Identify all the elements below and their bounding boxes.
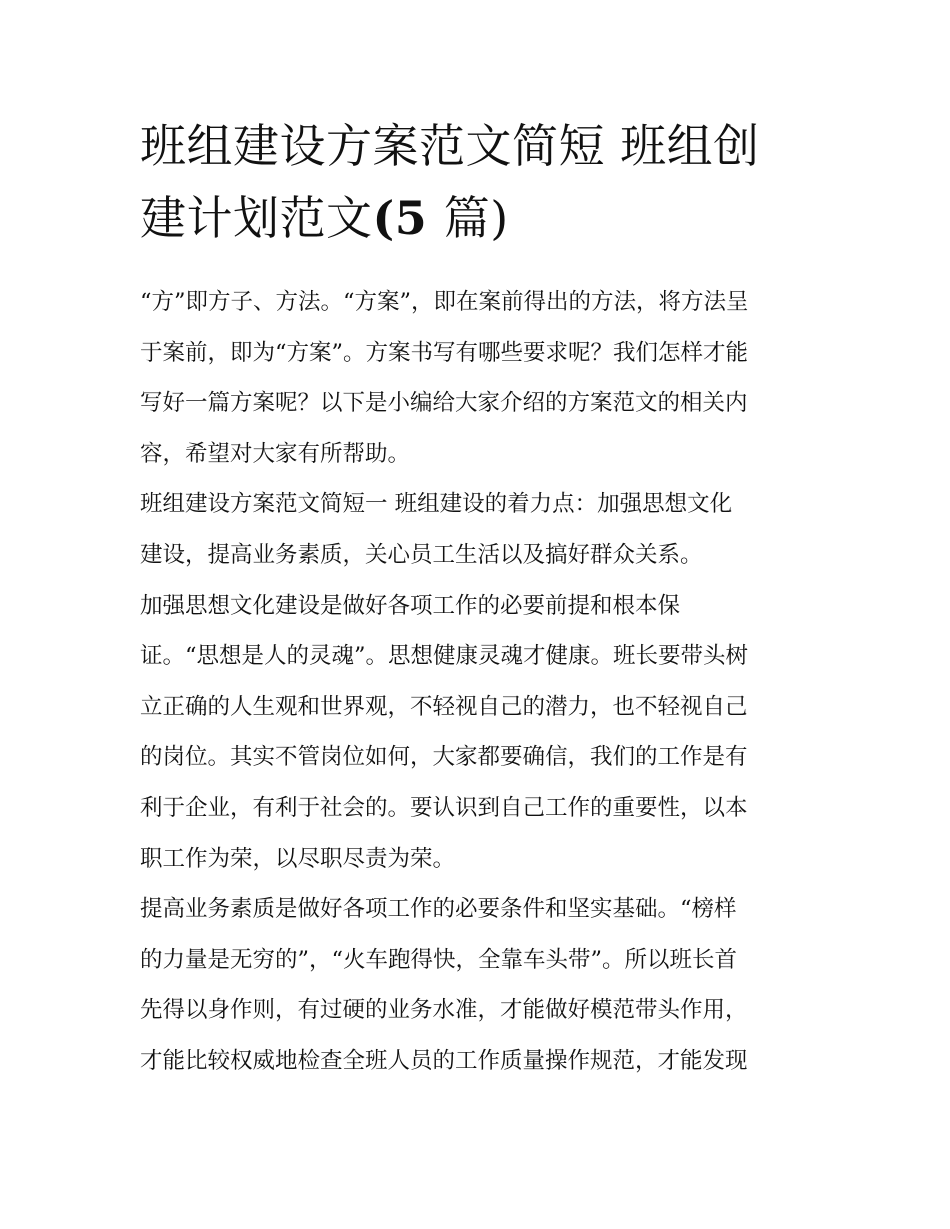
- paragraph-line: 证。“思想是人的灵魂”。思想健康灵魂才健康。班长要带头树: [140, 643, 749, 670]
- paragraph-line: 于案前，即为“方案”。方案书写有哪些要求呢？我们怎样才能: [140, 339, 749, 366]
- title-line-2: [140, 182, 820, 254]
- title-line-2-number: (5: [372, 191, 444, 245]
- paragraph-line: “方”即方子、方法。“方案”，即在案前得出的方法，将方法呈: [140, 289, 749, 315]
- paragraph-line: 写好一篇方案呢？以下是小编给大家介绍的方案范文的相关内: [140, 390, 748, 417]
- paragraph-line: 先得以身作则，有过硬的业务水准，才能做好模范带头作用，: [140, 997, 748, 1024]
- paragraph-line: 才能比较权威地检查全班人员的工作质量操作规范，才能发现: [140, 1047, 748, 1074]
- title-line-2-prefix: 建计划范文: [140, 191, 373, 245]
- paragraph-ideology: [140, 581, 830, 885]
- paragraph-line: 提高业务素质是做好各项工作的必要条件和坚实基础。“榜样: [140, 896, 737, 923]
- paragraph-section-one: [140, 479, 830, 580]
- paragraph-intro: [140, 277, 830, 479]
- document-title: [140, 110, 820, 254]
- paragraph-line: 的力量是无穷的”，“火车跑得快，全靠车头带”。所以班长首: [140, 946, 738, 973]
- paragraph-line: 班组建设方案范文简短一 班组建设的着力点：加强思想文化: [140, 491, 733, 518]
- paragraph-line: 加强思想文化建设是做好各项工作的必要前提和根本保: [140, 592, 681, 619]
- paragraph-line: 利于企业，有利于社会的。要认识到自己工作的重要性，以本: [140, 794, 748, 821]
- paragraph-line: 容，希望对大家有所帮助。: [140, 440, 411, 467]
- paragraph-line: 的岗位。其实不管岗位如何，大家都要确信，我们的工作是有: [140, 744, 748, 771]
- paragraph-skills: [140, 884, 830, 1086]
- document-body: [140, 277, 830, 1087]
- paragraph-line: 职工作为荣，以尽职尽责为荣。: [140, 845, 456, 872]
- title-line-2-suffix: 篇): [443, 191, 509, 245]
- paragraph-line: 建设，提高业务素质，关心员工生活以及搞好群众关系。: [140, 541, 703, 568]
- paragraph-line: 立正确的人生观和世界观，不轻视自己的潜力，也不轻视自己: [140, 693, 748, 720]
- title-line-1: 班组建设方案范文简短 班组创: [140, 119, 760, 173]
